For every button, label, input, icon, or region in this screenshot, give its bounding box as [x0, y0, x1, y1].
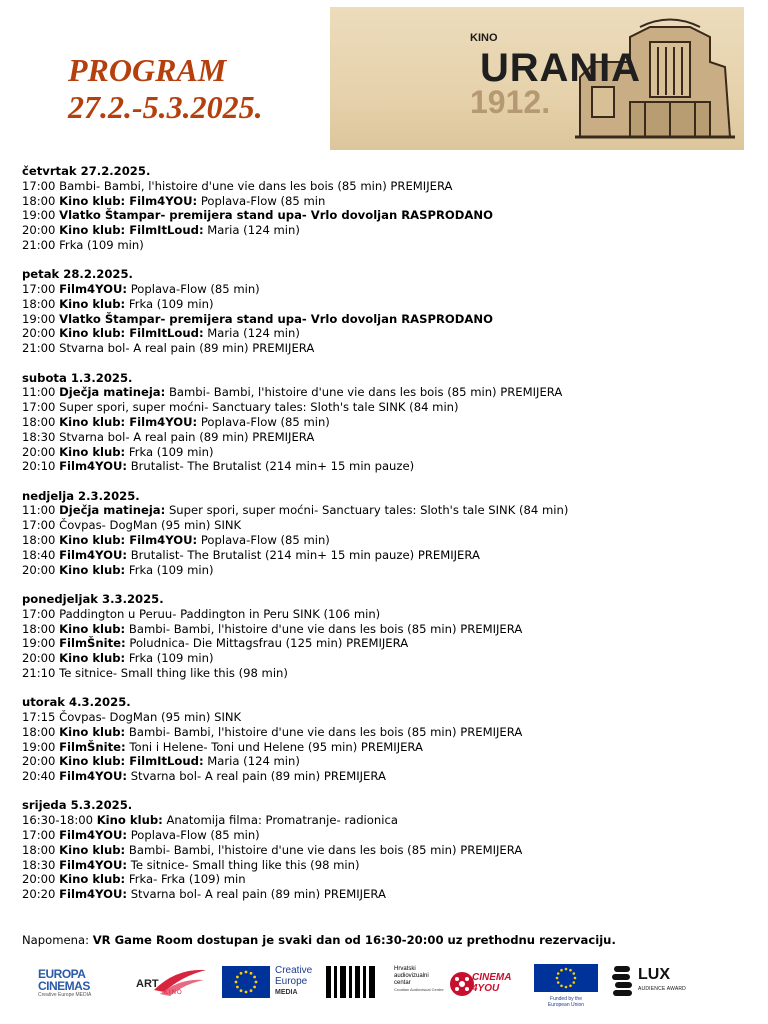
- screening-time: 20:00: [22, 872, 56, 887]
- day-block: [22, 798, 752, 902]
- screening-title: Poplava-Flow (85 min): [200, 533, 330, 548]
- screening-entry: [22, 326, 752, 341]
- screening-entry: [22, 651, 752, 666]
- screening-time: 18:00: [22, 533, 56, 548]
- day-block: [22, 371, 752, 475]
- screening-title: Frka (109 min): [128, 562, 214, 577]
- screening-time: 18:30: [22, 429, 56, 444]
- screening-entry: [22, 622, 752, 637]
- screening-entry: [22, 607, 752, 622]
- art-kino-subtext: KINO: [164, 990, 183, 996]
- screening-title: Bambi- Bambi, l'histoire d'une vie dans les bois (85 min) PREMIJERA: [128, 621, 523, 636]
- screening-title: Poplava-Flow (85 min): [130, 282, 260, 297]
- day-heading: petak 28.2.2025.: [22, 267, 133, 282]
- screening-entry: [22, 769, 752, 784]
- havc-bars-icon: [326, 966, 376, 998]
- screening-time: 18:00: [22, 724, 56, 739]
- day-heading: ponedjeljak 3.3.2025.: [22, 591, 164, 606]
- screening-time: 18:00: [22, 296, 56, 311]
- screening-time: 20:00: [22, 562, 56, 577]
- screening-program-label: Kino klub:: [59, 621, 126, 636]
- note: [22, 932, 616, 948]
- day-block: [22, 267, 752, 356]
- screening-title: Anatomija filma: Promatranje- radionica: [166, 813, 398, 828]
- screening-entry: [22, 563, 752, 578]
- screening-program-label: Kino klub: FilmItLoud:: [59, 754, 204, 769]
- screening-entry: [22, 710, 752, 725]
- screening-program-label: Kino klub:: [59, 872, 126, 887]
- screening-title: Stvarna bol- A real pain (89 min) PREMIJERA: [59, 341, 315, 356]
- screening-entry: [22, 385, 752, 400]
- art-kino-logo: [136, 964, 208, 1000]
- screening-program-label: Film4YOU:: [59, 547, 128, 562]
- screening-entry: [22, 533, 752, 548]
- screening-title: Poplava-Flow (85 min): [200, 414, 330, 429]
- screening-entry: [22, 194, 752, 209]
- screening-entry: [22, 887, 752, 902]
- screening-time: 19:00: [22, 636, 56, 651]
- screening-entry: [22, 400, 752, 415]
- screening-entry: [22, 430, 752, 445]
- screening-time: 17:00: [22, 828, 56, 843]
- screening-program-label: Film4YOU:: [59, 828, 128, 843]
- screening-title: Frka- Frka (109) min: [128, 872, 246, 887]
- eu-flag-icon: [222, 966, 270, 998]
- day-block: [22, 489, 752, 578]
- screening-title: Frka (109 min): [128, 651, 214, 666]
- screening-title: Bambi- Bambi, l'histoire d'une vie dans les bois (85 min) PREMIJERA: [168, 385, 563, 400]
- screening-time: 20:10: [22, 459, 56, 474]
- note-text: VR Game Room dostupan je svaki dan od 16:30-20:00 uz prethodnu rezervaciju.: [92, 933, 616, 947]
- eu-flag-icon: [534, 964, 598, 992]
- screening-entry: [22, 459, 752, 474]
- screening-title: Frka (109 min): [128, 444, 214, 459]
- screening-time: 20:00: [22, 223, 56, 238]
- eu-funded-line1: Funded by the: [550, 996, 582, 1002]
- screening-title: Stvarna bol- A real pain (89 min) PREMIJERA: [130, 887, 386, 902]
- creative-europe-line2: Europe: [275, 976, 308, 987]
- screening-time: 20:00: [22, 326, 56, 341]
- screening-entry: [22, 725, 752, 740]
- screening-entry: [22, 740, 752, 755]
- art-kino-text: ART: [136, 978, 159, 990]
- screening-time: 17:00: [22, 400, 56, 415]
- creative-europe-line3: MEDIA: [275, 989, 298, 996]
- screening-title: Maria (124 min): [207, 326, 300, 341]
- screening-program-label: Kino klub:: [59, 562, 126, 577]
- screening-time: 21:00: [22, 237, 56, 252]
- screening-entry: [22, 415, 752, 430]
- screening-time: 17:15: [22, 710, 56, 724]
- logo-urania-text: URANIA: [480, 46, 640, 90]
- creative-europe-logo: [222, 964, 322, 1002]
- screening-program-label: Kino klub: Film4YOU:: [59, 414, 198, 429]
- screening-entry: [22, 223, 752, 238]
- screening-program-label: Vlatko Štampar- premijera stand upa- Vrlo dovoljan RASPRODANO: [59, 208, 493, 223]
- europa-cinemas-line1: EUROPA: [38, 967, 86, 981]
- day-heading: subota 1.3.2025.: [22, 370, 133, 385]
- screening-entry: [22, 238, 752, 253]
- havc-line4: Croatian Audiovisual Centre: [394, 987, 444, 992]
- screening-title: Čovpas- DogMan (95 min) SINK: [59, 710, 242, 724]
- eu-funded-line2: European Union: [547, 1002, 585, 1008]
- screening-title: Maria (124 min): [207, 223, 300, 238]
- screening-time: 21:00: [22, 341, 56, 356]
- screening-entry: [22, 754, 752, 769]
- cinema-4you-text: CINEMA 4YOU: [472, 972, 512, 994]
- day-block: [22, 164, 752, 253]
- screening-time: 20:00: [22, 754, 56, 769]
- screening-program-label: FilmŠnite:: [59, 739, 126, 754]
- screening-entry: [22, 843, 752, 858]
- day-heading: nedjelja 2.3.2025.: [22, 488, 140, 503]
- screening-time: 16:30-18:00: [22, 813, 94, 828]
- kino-urania-building-logo: [330, 7, 744, 150]
- screening-entry: [22, 179, 752, 194]
- program-title: [68, 52, 263, 126]
- day-heading: četvrtak 27.2.2025.: [22, 164, 151, 178]
- screening-program-label: Kino klub: Film4YOU:: [59, 533, 198, 548]
- screening-entry: [22, 636, 752, 651]
- day-block: [22, 695, 752, 784]
- note-prefix: Napomena:: [22, 933, 90, 947]
- screening-entry: [22, 208, 752, 223]
- screening-title: Maria (124 min): [207, 754, 300, 769]
- screening-title: Super spori, super moćni- Sanctuary tales: Sloth's tale SINK (84 min): [168, 503, 569, 518]
- screening-entry: [22, 518, 752, 533]
- screening-time: 20:20: [22, 887, 56, 902]
- screening-program-label: Dječja matineja:: [59, 503, 166, 518]
- screening-time: 20:00: [22, 444, 56, 459]
- screening-program-label: Kino klub:: [59, 842, 126, 857]
- screening-time: 20:40: [22, 769, 56, 784]
- logo-year-text: 1912.: [470, 84, 551, 120]
- creative-europe-line1: Creative: [275, 965, 313, 976]
- screening-entry: [22, 312, 752, 327]
- screening-program-label: FilmŠnite:: [59, 636, 126, 651]
- screening-title: Toni i Helene- Toni und Helene (95 min) PREMIJERA: [129, 739, 423, 754]
- screening-title: Poludnica- Die Mittagsfrau (125 min) PREMIJERA: [129, 636, 409, 651]
- europa-cinemas-line3: Creative Europe MEDIA: [38, 992, 92, 998]
- screening-program-label: Film4YOU:: [59, 857, 128, 872]
- screening-program-label: Kino klub:: [59, 724, 126, 739]
- screening-title: Paddington u Peruu- Paddington in Peru SINK (106 min): [59, 606, 381, 621]
- screening-time: 18:00: [22, 621, 56, 636]
- lux-subtext: AUDIENCE AWARD: [638, 986, 686, 992]
- screening-program-label: Kino klub:: [59, 296, 126, 311]
- screening-time: 20:00: [22, 651, 56, 666]
- screening-program-label: Film4YOU:: [59, 769, 128, 784]
- screening-program-label: Kino klub: FilmItLoud:: [59, 223, 204, 238]
- screening-entry: [22, 341, 752, 356]
- cinema-4you-logo: [448, 964, 520, 1000]
- screening-time: 11:00: [22, 385, 56, 400]
- screening-entry: [22, 813, 752, 828]
- screening-program-label: Film4YOU:: [59, 459, 128, 474]
- screening-program-label: Film4YOU:: [59, 282, 128, 297]
- screening-entry: [22, 828, 752, 843]
- screening-entry: [22, 872, 752, 887]
- screening-program-label: Kino klub: Film4YOU:: [59, 193, 198, 208]
- screening-title: Stvarna bol- A real pain (89 min) PREMIJERA: [130, 769, 386, 784]
- screening-title: Brutalist- The Brutalist (214 min+ 15 min pauze): [130, 459, 415, 474]
- day-heading: srijeda 5.3.2025.: [22, 798, 133, 813]
- screening-program-label: Kino klub:: [59, 444, 126, 459]
- screening-entry: [22, 548, 752, 563]
- screening-time: 17:00: [22, 518, 56, 533]
- screening-title: Stvarna bol- A real pain (89 min) PREMIJERA: [59, 429, 315, 444]
- screening-entry: [22, 666, 752, 681]
- screening-title: Frka (109 min): [128, 296, 214, 311]
- havc-logo: [394, 966, 444, 1000]
- europa-cinemas-logo: [38, 968, 118, 1000]
- screening-time: 21:10: [22, 665, 56, 680]
- program-dates: 27.2.-5.3.2025.: [68, 89, 263, 125]
- screening-time: 18:30: [22, 857, 56, 872]
- logo-kino-text: KINO: [470, 32, 498, 44]
- screening-program-label: Film4YOU:: [59, 887, 128, 902]
- kino-urania-banner: [330, 7, 744, 150]
- program-heading: PROGRAM: [68, 52, 227, 88]
- screening-entry: [22, 282, 752, 297]
- screening-title: Frka (109 min): [59, 237, 144, 252]
- screening-title: Bambi- Bambi, l'histoire d'une vie dans les bois (85 min) PREMIJERA: [128, 724, 523, 739]
- screening-time: 18:40: [22, 547, 56, 562]
- screening-entry: [22, 445, 752, 460]
- havc-line3: centar: [394, 980, 411, 986]
- screening-program-label: Vlatko Štampar- premijera stand upa- Vrlo dovoljan RASPRODANO: [59, 311, 493, 326]
- screening-title: Bambi- Bambi, l'histoire d'une vie dans les bois (85 min) PREMIJERA: [128, 842, 523, 857]
- program-schedule: [22, 164, 752, 917]
- lux-stack-icon: [612, 966, 634, 996]
- havc-line2: audiovizualni: [394, 973, 429, 979]
- screening-time: 18:00: [22, 414, 56, 429]
- screening-time: 17:00: [22, 282, 56, 297]
- screening-title: Brutalist- The Brutalist (214 min+ 15 min pauze) PREMIJERA: [130, 547, 480, 562]
- screening-time: 19:00: [22, 311, 56, 326]
- screening-title: Poplava-Flow (85 min): [130, 828, 260, 843]
- havc-line1: Hrvatski: [394, 966, 416, 972]
- screening-entry: [22, 297, 752, 312]
- screening-title: Čovpas- DogMan (95 min) SINK: [59, 518, 242, 533]
- screening-time: 17:00: [22, 606, 56, 621]
- screening-title: Te sitnice- Small thing like this (98 min): [130, 857, 360, 872]
- day-heading: utorak 4.3.2025.: [22, 695, 131, 710]
- screening-time: 18:00: [22, 193, 56, 208]
- screening-title: Te sitnice- Small thing like this (98 min): [59, 665, 288, 680]
- sponsor-logos: [0, 960, 768, 1008]
- screening-title: Super spori, super moćni- Sanctuary tales: Sloth's tale SINK (84 min): [59, 400, 459, 415]
- screening-title: Bambi- Bambi, l'histoire d'une vie dans les bois (85 min) PREMIJERA: [59, 178, 453, 193]
- screening-program-label: Kino klub:: [96, 813, 163, 828]
- screening-entry: [22, 503, 752, 518]
- europa-cinemas-line2: CINEMAS: [38, 979, 90, 993]
- screening-title: Poplava-Flow (85 min: [200, 193, 326, 208]
- lux-text: LUX: [638, 966, 670, 983]
- screening-time: 18:00: [22, 842, 56, 857]
- screening-time: 19:00: [22, 208, 56, 223]
- eu-funded-logo: [534, 964, 600, 1008]
- screening-entry: [22, 858, 752, 873]
- day-block: [22, 592, 752, 681]
- screening-time: 17:00: [22, 178, 56, 193]
- screening-program-label: Kino klub: FilmItLoud:: [59, 326, 204, 341]
- screening-time: 11:00: [22, 503, 56, 518]
- screening-program-label: Dječja matineja:: [59, 385, 166, 400]
- screening-time: 19:00: [22, 739, 56, 754]
- lux-award-logo: [612, 964, 692, 1000]
- screening-program-label: Kino klub:: [59, 651, 126, 666]
